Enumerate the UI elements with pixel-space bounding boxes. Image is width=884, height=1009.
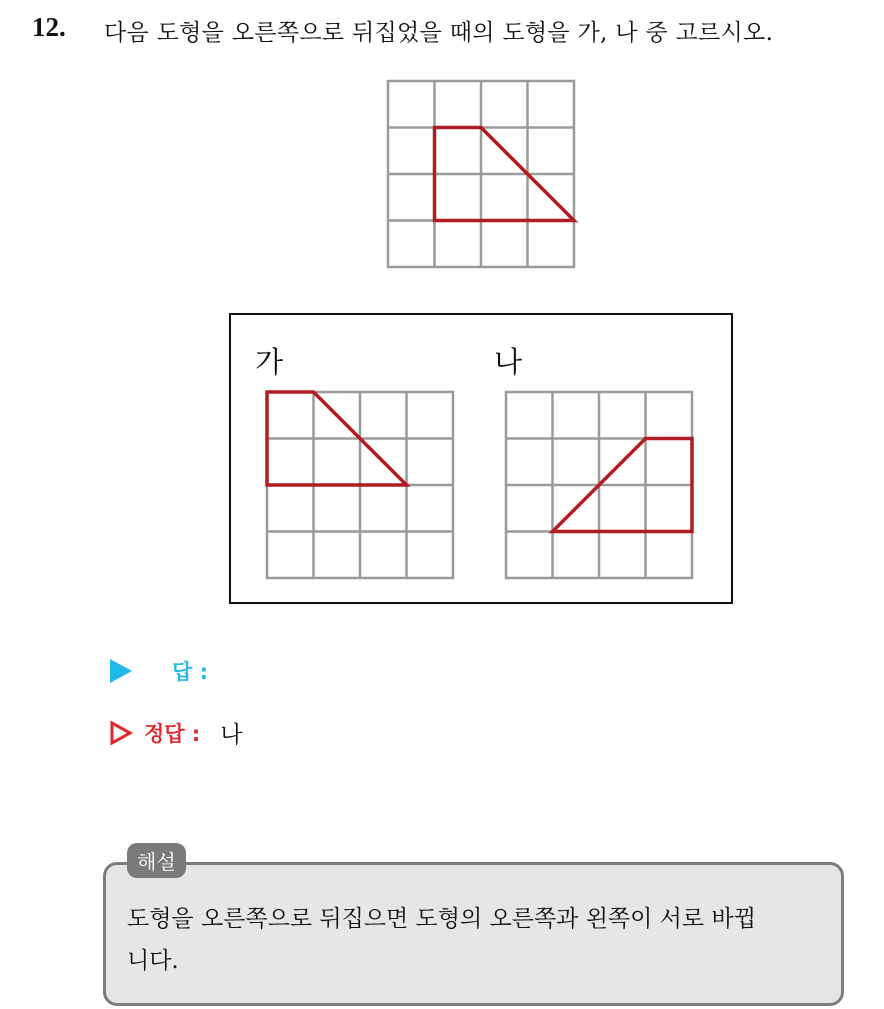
explanation-line-2: 니다. — [127, 948, 179, 974]
explanation-line-1: 도형을 오른쪽으로 뒤집으면 도형의 오른쪽과 왼쪽이 서로 바뀝 — [127, 906, 756, 932]
original-grid — [388, 81, 574, 267]
explanation-tag: 해설 — [127, 843, 186, 878]
question-text: 다음 도형을 오른쪽으로 뒤집었을 때의 도형을 가, 나 중 고르시오. — [104, 20, 774, 46]
choice-label-na: 나 — [494, 345, 523, 379]
correct-answer-value: 나 — [220, 722, 243, 748]
correct-answer-label: 정답 : — [144, 721, 201, 746]
answer-row — [110, 656, 208, 686]
play-outline-icon — [110, 721, 132, 745]
original-figure — [387, 80, 575, 268]
explanation-text — [127, 898, 832, 982]
choice-label-ga: 가 — [255, 345, 284, 379]
question-number: 12. — [32, 12, 66, 42]
correct-answer-row — [110, 716, 243, 749]
play-triangle-icon — [110, 659, 132, 683]
answer-label: 답 : — [172, 660, 208, 684]
choice-figure-na[interactable] — [505, 391, 693, 579]
choice-figure-ga[interactable] — [266, 391, 454, 579]
